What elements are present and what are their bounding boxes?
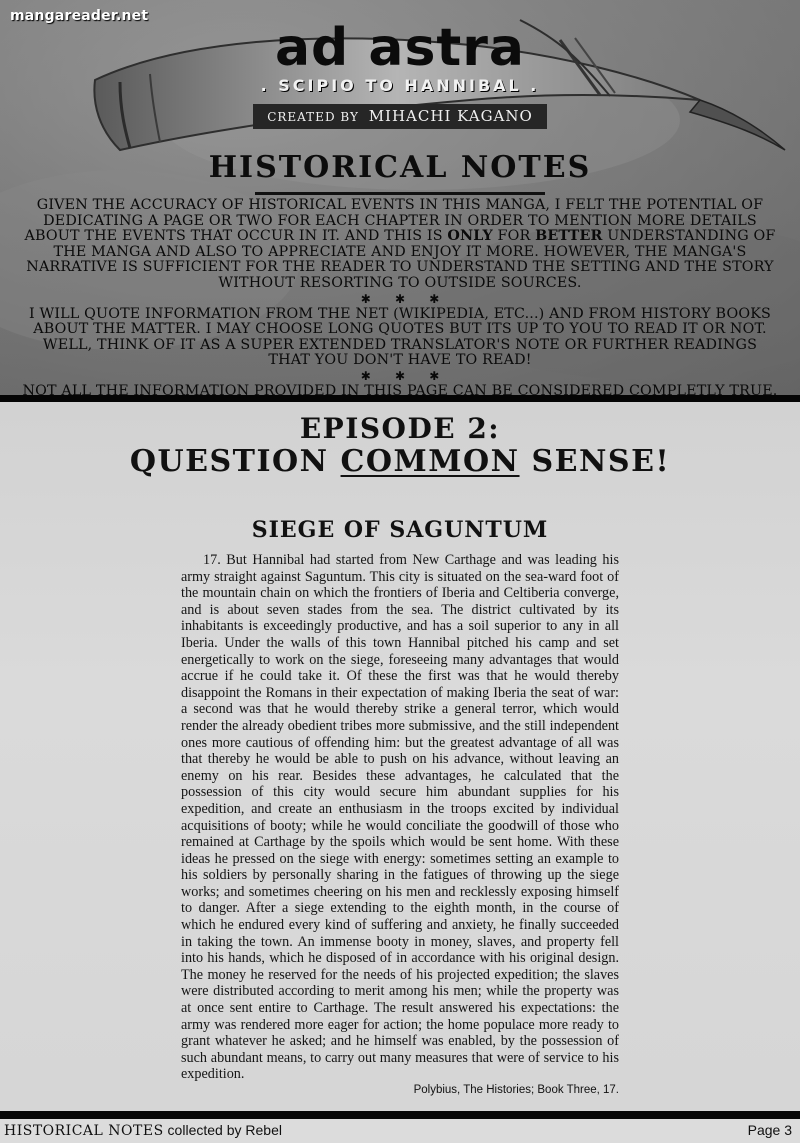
footer-credit: HISTORICAL NOTES collected by Rebel bbox=[4, 1122, 282, 1139]
episode-title: QUESTION COMMON SENSE! bbox=[129, 444, 671, 479]
intro-paragraph-2: I WILL QUOTE INFORMATION FROM THE NET (WIKIPEDIA, ETC...) AND FROM HISTORY BOOKS ABOUT THE MATTER. I MAY CHOOSE LONG QUOTES BUT ITS UP TO YOU TO READ IT OR NOT. WELL, THINK OF IT AS A SUPER EXTENDED TRANSLATOR'S NOTE OR FURTHER READINGS THAT YOU DON'T HAVE TO READ! bbox=[29, 305, 771, 369]
author-name: MIHACHI KAGANO bbox=[368, 107, 533, 125]
site-watermark: mangareader.net bbox=[10, 8, 149, 24]
section-heading: SIEGE OF SAGUNTUM bbox=[251, 517, 549, 543]
footer bbox=[0, 1119, 800, 1143]
header-banner bbox=[0, 0, 800, 395]
title-underline bbox=[255, 192, 545, 195]
section-divider bbox=[0, 395, 800, 402]
quote-body bbox=[181, 552, 619, 1083]
intro-paragraph-1: GIVEN THE ACCURACY OF HISTORICAL EVENTS IN THIS MANGA, I FELT THE POTENTIAL OF DEDICATING A PAGE OR TWO FOR EACH CHAPTER IN ORDER TO MENTION MORE DETAILS ABOUT THE EVENTS THAT OCCUR IN IT. AND THIS IS ONLY FOR BETTER UNDERSTANDING OF THE MANGA AND ALSO TO APPRECIATE AND ENJOY IT MORE. HOWEVER, THE MANGA'S NARRATIVE IS SUFFICIENT FOR THE READER TO UNDERSTAND THE SETTING AND THE STORY WITHOUT RESORTING TO OUTSIDE SOURCES. bbox=[24, 197, 776, 291]
episode-label: EPISODE 2: bbox=[299, 412, 501, 445]
citation: Polybius, The Histories; Book Three, 17. bbox=[413, 1084, 619, 1096]
quote-text: 17. But Hannibal had started from New Carthage and was leading his army straight against Saguntum. This city is situated on the sea-ward foot of the mountain chain on which the frontiers of Iberia and Celtiberia converge, and is about seven stades from the sea. The district cultivated by its inhabitants is exceedingly productive, and has a soil superior to any in all Iberia. Under the walls of this town Hannibal pitched his camp and set energetically to work on the siege, foreseeing many advantages that would accrue if he could take it. Of these the first was that he would thereby disappoint the Romans in their expectation of making Iberia the seat of war: a second was that he would thereby strike a general terror, which would render the already obedient tribes more submissive, and the still independent ones more cautious of offending him: but the greatest advantage of all was that thereby he would be able to push on his advance, without leaving an enemy on his rear. Besides these advantages, he calculated that the possession of this city would secure him abundant supplies for his expedition, and create an enthusiasm in the troops excited by individual acquisitions of booty; while he would conciliate the goodwill of those who remained at Carthage by the spoils which would be sent home. With these ideas he pressed on the siege with energy: sometimes setting an example to his soldiers by personally sharing in the fatigues of throwing up the siege works; and sometimes cheering on his men and recklessly exposing himself to danger. After a siege extending to the eighth month, in the course of which he endured every kind of suffering and anxiety, he finally succeeded in taking the town. An immense booty in money, slaves, and property fell into his hands, which he disposed of in accordance with his original design. The money he reserved for the needs of his projected expedition; the slaves were distributed according to merit among his men; while the property was at once sent entire to Carthage. The result answered his expectations: the army was rendered more eager for action; the home populace more ready to grant whatever he asked; and he himself was enabled, by the possession of such abundant means, to carry out many measures that were of service to his expedition. bbox=[181, 552, 619, 1083]
created-by-plate bbox=[253, 104, 547, 129]
historical-notes-title: HISTORICAL NOTES bbox=[208, 150, 592, 185]
star-separator-1: ✱ ✱ ✱ bbox=[360, 291, 450, 306]
page-number: Page 3 bbox=[747, 1122, 792, 1138]
main-content bbox=[0, 402, 800, 1111]
star-separator-2: ✱ ✱ ✱ bbox=[360, 368, 450, 383]
manga-logo-title: ad astra bbox=[274, 18, 526, 78]
intro-notes bbox=[20, 198, 780, 395]
created-by-label: CREATED BY bbox=[267, 110, 359, 124]
intro-paragraph-3: NOT ALL THE INFORMATION PROVIDED IN THIS PAGE CAN BE CONSIDERED COMPLETLY TRUE. bbox=[22, 382, 778, 395]
footer-divider bbox=[0, 1111, 800, 1119]
manga-logo-subtitle: . SCIPIO TO HANNIBAL . bbox=[260, 76, 540, 95]
credits bbox=[0, 104, 800, 129]
